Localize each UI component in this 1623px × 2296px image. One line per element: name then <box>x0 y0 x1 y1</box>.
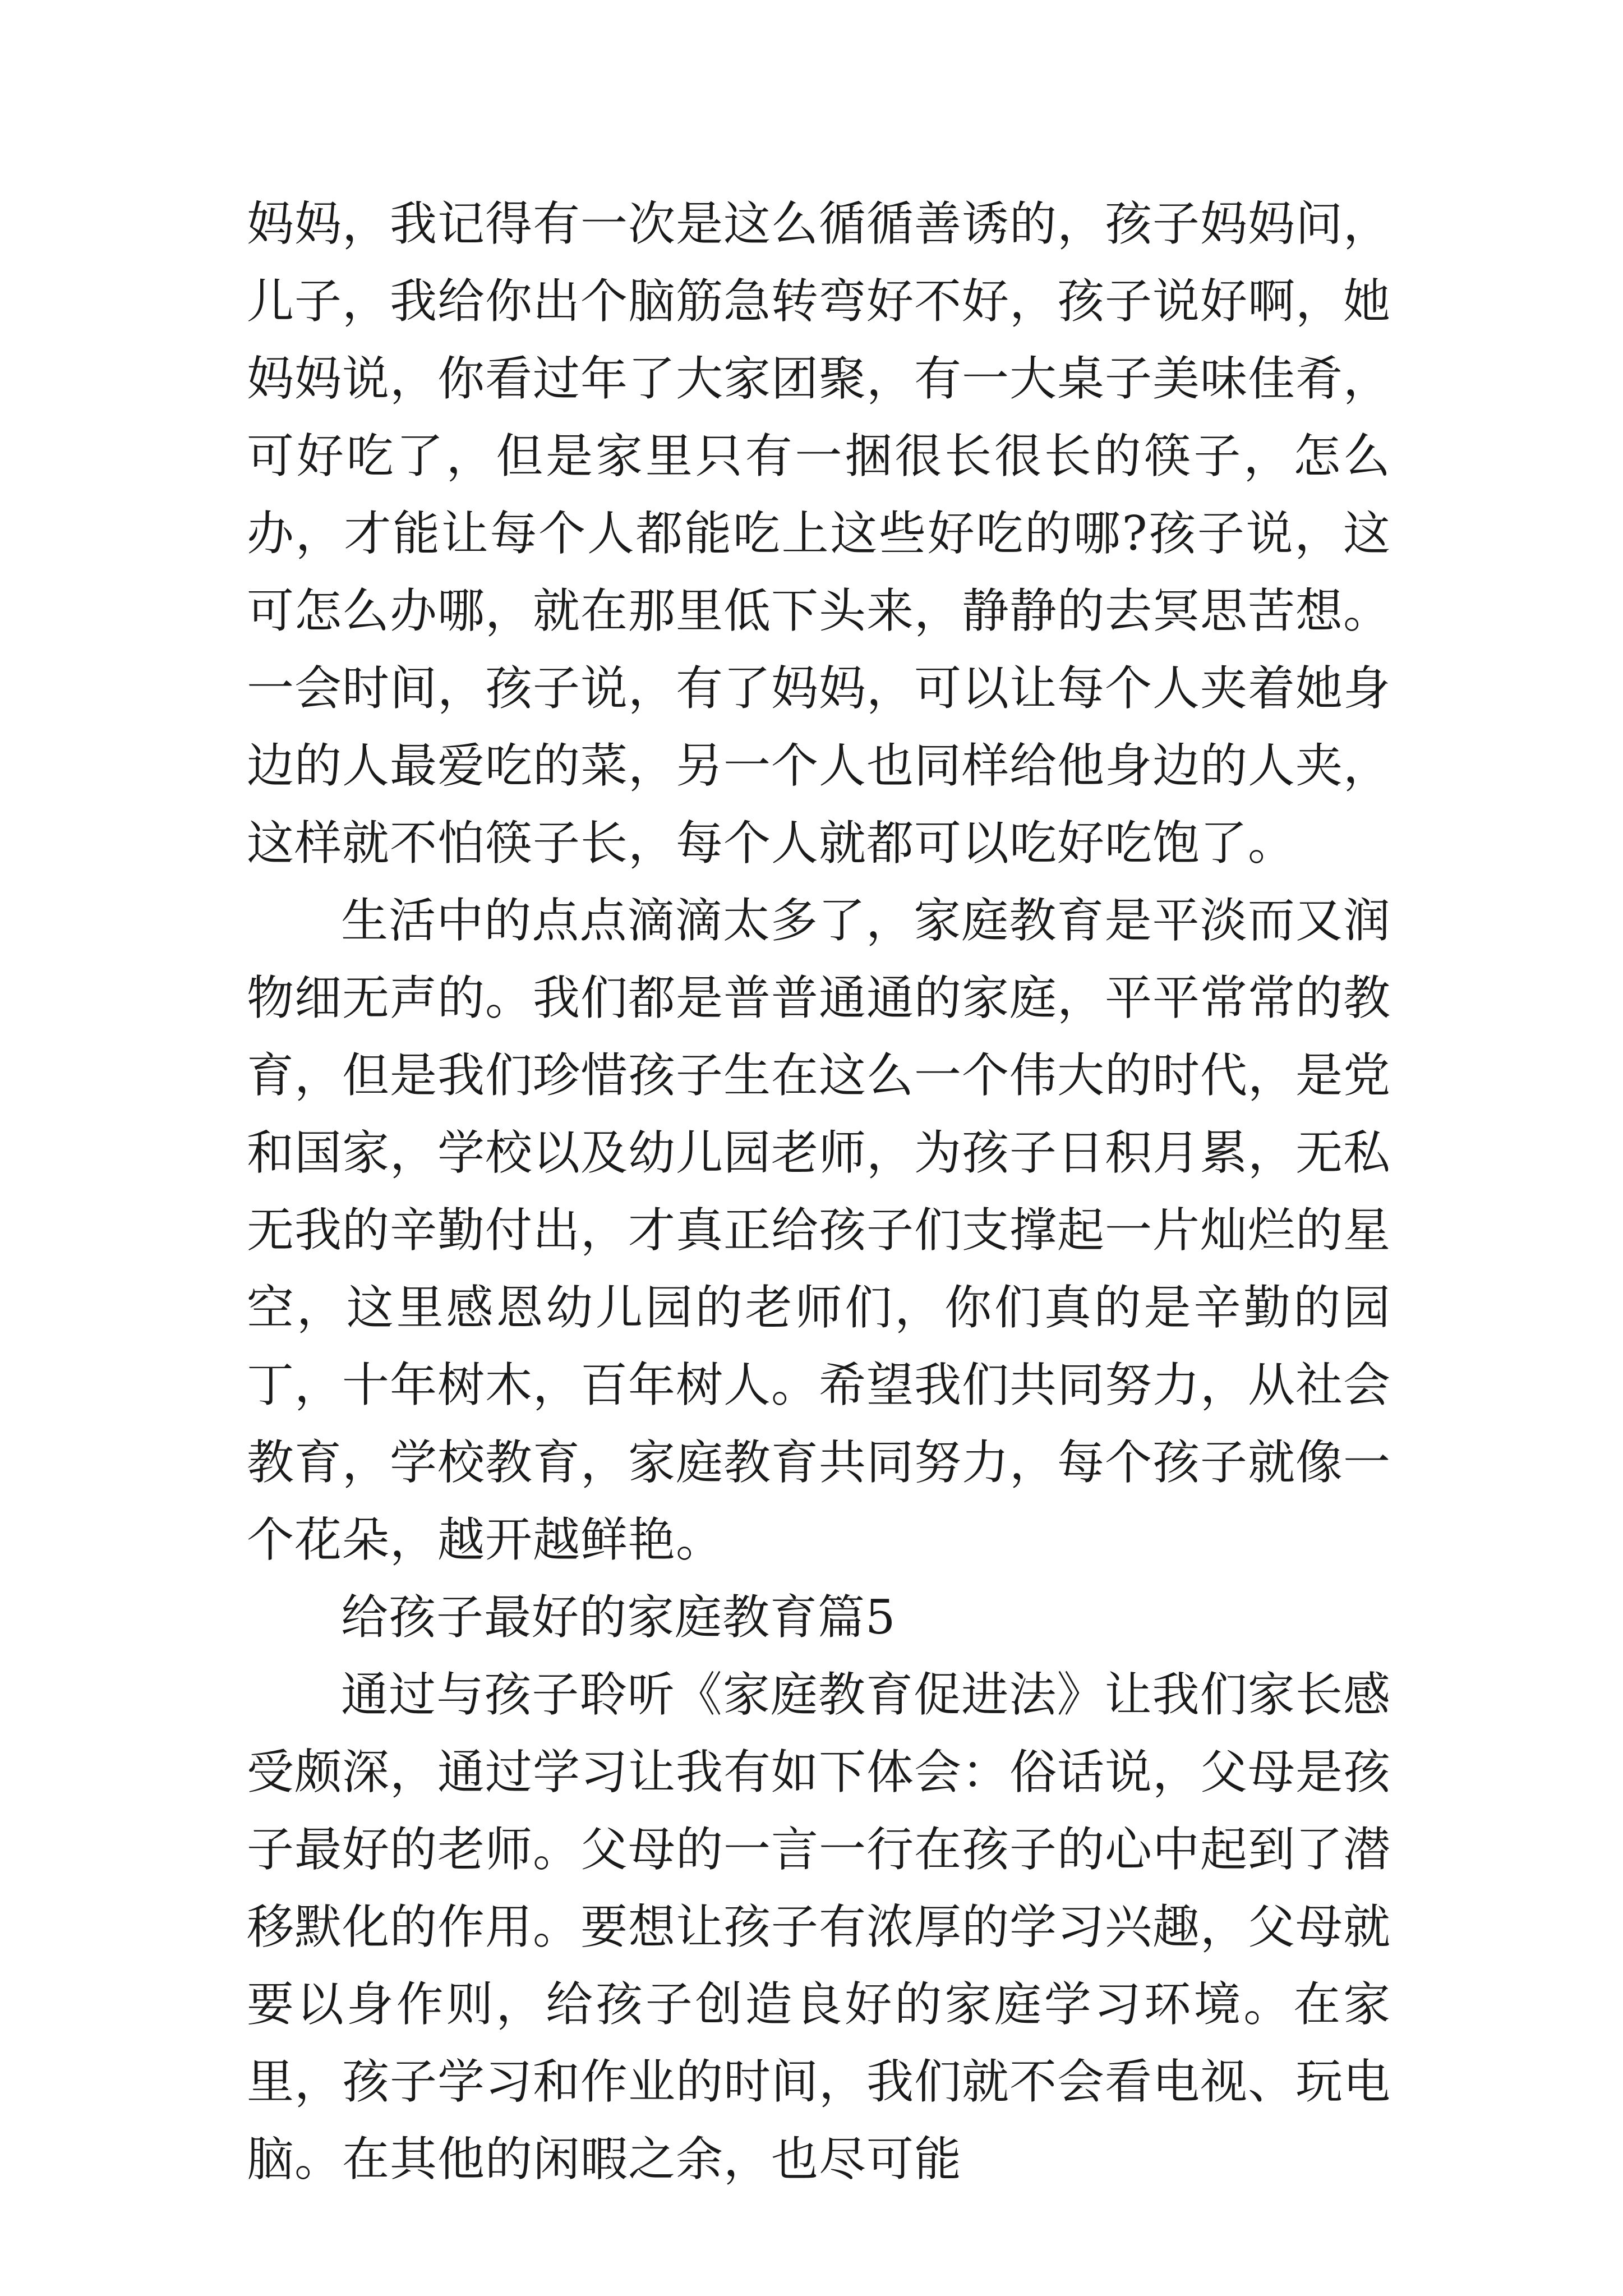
document-body <box>247 185 1391 2198</box>
paragraph-2: 生活中的点点滴滴太多了，家庭教育是平淡而又润物细无声的。我们都是普普通通的家庭，平平常常的教育，但是我们珍惜孩子生在这么一个伟大的时代，是党和国家，学校以及幼儿园老师，为孩子日积月累，无私无我的辛勤付出，才真正给孩子们支撑起一片灿烂的星空，这里感恩幼儿园的老师们，你们真的是辛勤的园丁，十年树木，百年树人。希望我们共同努力，从社会教育，学校教育，家庭教育共同努力，每个孩子就像一个花朵，越开越鲜艳。 <box>247 893 1391 1567</box>
section-heading: 给孩子最好的家庭教育篇5 <box>341 1590 896 1645</box>
paragraph-1: 妈妈，我记得有一次是这么循循善诱的，孩子妈妈问，儿子，我给你出个脑筋急转弯好不好，孩子说好啊，她妈妈说，你看过年了大家团聚，有一大桌子美味佳肴，可好吃了，但是家里只有一捆很长很长的筷子，怎么办，才能让每个人都能吃上这些好吃的哪?孩子说，这可怎么办哪，就在那里低下头来，静静的去冥思苦想。一会时间，孩子说，有了妈妈，可以让每个人夹着她身边的人最爱吃的菜，另一个人也同样给他身边的人夹，这样就不怕筷子长，每个人就都可以吃好吃饱了。 <box>247 196 1391 871</box>
paragraph-3: 通过与孩子聆听《家庭教育促进法》让我们家长感受颇深，通过学习让我有如下体会：俗话说，父母是孩子最好的老师。父母的一言一行在孩子的心中起到了潜移默化的作用。要想让孩子有浓厚的学习兴趣，父母就要以身作则，给孩子创造良好的家庭学习环境。在家里，孩子学习和作业的时间，我们就不会看电视、玩电脑。在其他的闲暇之余，也尽可能 <box>247 1667 1391 2187</box>
